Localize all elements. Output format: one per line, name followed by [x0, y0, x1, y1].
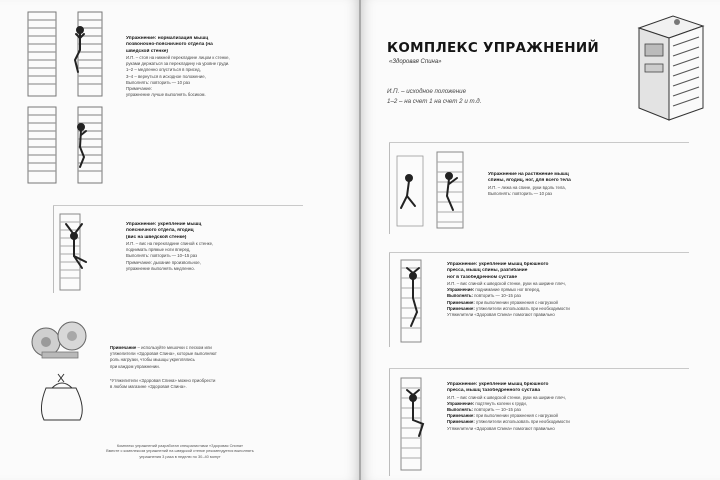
page-title: КОМПЛЕКС УПРАЖНЕНИЙ — [387, 40, 600, 56]
exercise-text-line: упражнение лучше выполнять босиком. — [126, 92, 206, 98]
exercise-text-line: Примечание: дыхание произвольное, — [126, 259, 201, 265]
weights-footnote-line: *Утяжелители «Здоровая Спина» можно приобрести — [110, 377, 216, 383]
exercise-text-line: упражнение выполнять медленно. — [126, 265, 195, 271]
exercise-text-line: руками держаться за перекладину на уровне груди. — [126, 61, 230, 67]
exercise-text-line: 1–2 – медленно опуститься в присед, — [126, 67, 201, 73]
exercise-block-stretch — [488, 172, 688, 197]
exercise-title-line: спины, ягодиц, ног, для всего тела — [488, 178, 571, 184]
exercise-text-line: Примечание: — [126, 85, 153, 91]
exercise-text-line: Утяжелители «Здоровая Спина» помогают правильно — [447, 311, 555, 317]
exercise-text-line: Примечание: при выполнении упражнения с нагрузкой — [447, 299, 558, 305]
illustration-stretch — [391, 150, 476, 232]
illustration-weights-and-sandbag — [28, 318, 100, 428]
illustration-hanging-leg-raise-2 — [395, 258, 439, 344]
weights-note-line: роль нагрузки, чтобы мышцы укреплялись — [110, 357, 195, 363]
footer-line: Комплекс упражнений разработан специалистами «Здоровая Спина» — [116, 443, 244, 448]
exercise-text-line: поднимать прямые ноги вперед, — [126, 247, 191, 253]
exercise-text-line: Выполнять: повторить — 10 раз — [488, 190, 552, 196]
block-divider — [53, 205, 303, 206]
exercise-title-line: Упражнение: укрепление мышц брюшного — [447, 382, 549, 387]
exercise-text-line: И.П. – лежа на спине, руки вдоль тела, — [488, 184, 566, 190]
exercise-text-line: И.П. – вис спиной к шведской стенке, руки на ширине плеч, — [447, 394, 566, 400]
exercise-title-line: пресса, мышц спины, разгибание — [447, 268, 528, 274]
exercise-title-line: Упражнение: укрепление мышц брюшного — [447, 262, 549, 267]
weights-footnote-line: в любом магазине «Здоровая Спина». — [110, 384, 187, 390]
weights-note-line: при каждом упражнении. — [110, 363, 160, 369]
exercise-block-squat — [126, 36, 296, 98]
exercise-text-line: Выполнять: повторить — 10 раз — [126, 79, 190, 85]
block-divider — [389, 142, 689, 143]
exercise-title-line: Упражнение на растяжение мышц — [488, 172, 569, 177]
exercise-title-line: шведской стенке) — [126, 48, 168, 54]
weights-note-line: Примечание – используйте мешочки с песком или — [110, 345, 212, 350]
exercise-block-knee-raise — [447, 382, 709, 432]
footer-line: упражнения 3 раза в неделю по 30–40 минут — [139, 453, 221, 459]
exercise-text-line: Примечание: утяжелители использовать при необходимости — [447, 305, 570, 311]
exercise-text-line: И.П. – вис на перекладине спиной к стенке, — [126, 240, 214, 246]
block-divider — [389, 252, 689, 253]
exercise-title-line: позвоночно-поясничного отдела (на — [126, 42, 213, 48]
exercise-title-line: поясничного отдела, ягодиц — [126, 228, 194, 234]
exercise-text-line: Утяжелители «Здоровая Спина» помогают правильно — [447, 425, 555, 431]
exercise-text-line: Упражнение: подтянуть колени к груди, — [447, 400, 527, 406]
exercise-text-line: Примечание: утяжелители использовать при необходимости — [447, 419, 570, 425]
block-divider — [389, 142, 390, 234]
exercise-text-line: И.П. – стоя на нижней перекладине лицом к стенке, — [126, 54, 230, 60]
legend-line: И.П. – исходное положение — [387, 88, 467, 95]
footer-line: Вместе с комплексом упражнений на шведской стенке рекомендуется выполнять — [106, 448, 254, 454]
exercise-title-line: Упражнение: укрепление мышц — [126, 222, 202, 227]
page-subtitle: «Здоровая Спина» — [389, 59, 442, 65]
page-footer — [40, 443, 320, 459]
illustration-knee-raise — [395, 376, 439, 472]
right-page — [361, 0, 720, 480]
block-divider — [389, 368, 390, 476]
left-page — [0, 0, 359, 480]
exercise-text-line: Примечание: при выполнении упражнения с нагрузкой — [447, 413, 558, 419]
block-divider — [53, 205, 54, 293]
exercise-text-line: Выполнять: повторить — 10–15 раз — [126, 253, 198, 259]
exercise-text-line: Упражнение: поднимание прямых ног вперед, — [447, 287, 541, 293]
illustration-wallbars-squat-bottom — [20, 105, 110, 185]
exercise-text-line: Выполнять: повторить — 10–15 раз — [447, 407, 521, 412]
exercise-block-hang — [126, 222, 306, 272]
exercise-text-line: 3–4 – вернуться в исходное положение, — [126, 73, 206, 79]
block-divider — [389, 368, 689, 369]
exercise-text-line: И.П. – вис спиной к шведской стенке, руки на ширине плеч, — [447, 280, 566, 286]
weights-note-line: утяжелители «Здоровая Спина», которые выполняют — [110, 351, 217, 357]
illustration-wallbars-squat-top — [20, 10, 110, 100]
exercise-title-line: ног в тазобедренном суставе — [447, 274, 517, 280]
exercise-block-leg-raise — [447, 262, 709, 318]
exercise-title-line: Упражнение: нормализация мышц — [126, 36, 209, 41]
illustration-hanging-leg-raise — [56, 212, 100, 292]
block-divider — [389, 252, 390, 347]
exercise-title-line: пресса, мышц тазобедренного сустава — [447, 388, 541, 394]
illustration-wallbars-3d — [629, 8, 709, 126]
weights-note-block — [110, 345, 310, 390]
exercise-title-line: (вис на шведской стенке) — [126, 234, 187, 240]
legend-line: 1–2 – на счет 1 на счет 2 и т.д. — [387, 98, 482, 105]
exercise-text-line: Выполнять: повторить — 10–15 раз — [447, 293, 521, 299]
